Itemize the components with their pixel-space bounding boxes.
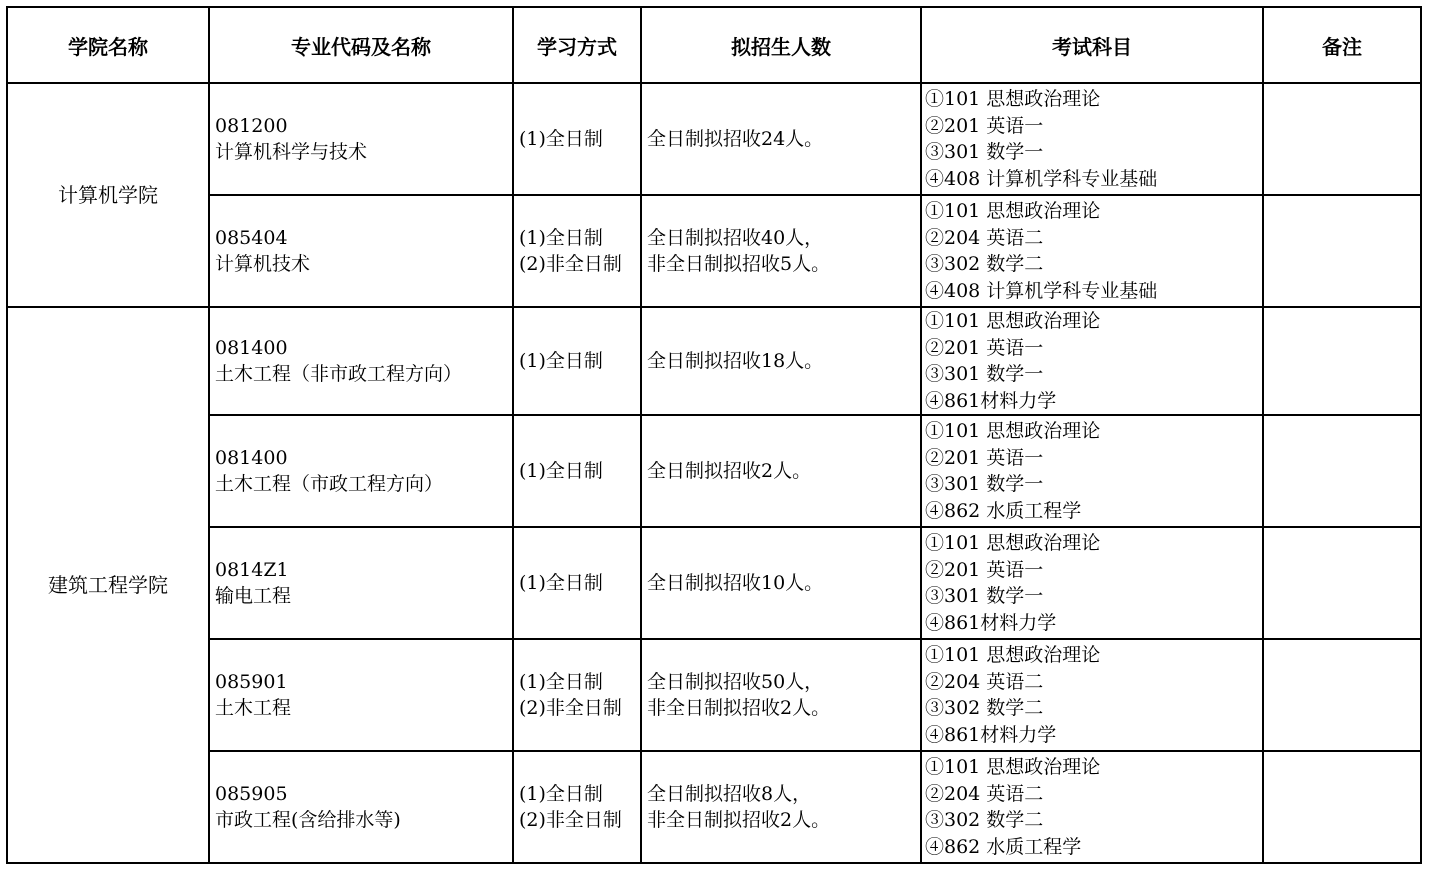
school-name: 建筑工程学院	[7, 307, 209, 863]
program-name: 土木工程	[215, 697, 292, 719]
exam-cell	[921, 415, 1263, 527]
study-mode-cell	[513, 415, 641, 527]
note-cell	[1263, 83, 1421, 195]
exam-cell	[921, 195, 1263, 307]
program-cell	[209, 83, 513, 195]
exam-subject: ②204 英语二	[925, 782, 1044, 805]
exam-subject: ④861材料力学	[925, 389, 1057, 412]
program-cell	[209, 751, 513, 863]
program-name: 计算机技术	[215, 253, 311, 275]
study-mode: (2)非全日制	[519, 253, 622, 275]
program-cell	[209, 195, 513, 307]
exam-subject: ④862 水质工程学	[925, 499, 1082, 522]
exam-subject: ④861材料力学	[925, 723, 1057, 746]
school-name: 计算机学院	[7, 83, 209, 307]
table-row	[7, 307, 1421, 415]
program-code: 081400	[215, 446, 288, 469]
program-code: 085905	[215, 782, 288, 805]
admissions-table	[6, 6, 1422, 864]
quota-text: 非全日制拟招收2人。	[647, 697, 831, 719]
header-exams: 考试科目	[921, 7, 1263, 83]
exam-subject: ①101 思想政治理论	[925, 88, 1101, 110]
table-row	[7, 83, 1421, 195]
exam-cell	[921, 527, 1263, 639]
header-row	[7, 7, 1421, 83]
header-program: 专业代码及名称	[209, 7, 513, 83]
exam-subject: ③301 数学一	[925, 473, 1044, 495]
exam-cell	[921, 751, 1263, 863]
exam-cell	[921, 83, 1263, 195]
exam-subject: ②204 英语二	[925, 226, 1044, 249]
study-mode: (1)全日制	[519, 459, 603, 482]
exam-subject: ②201 英语一	[925, 336, 1044, 359]
exam-subject: ①101 思想政治理论	[925, 644, 1101, 666]
study-mode: (2)非全日制	[519, 809, 622, 831]
note-cell	[1263, 751, 1421, 863]
program-code: 081200	[215, 114, 288, 137]
note-cell	[1263, 195, 1421, 307]
program-name: 输电工程	[215, 585, 292, 607]
exam-subject: ④861材料力学	[925, 611, 1057, 634]
study-mode-cell	[513, 639, 641, 751]
note-cell	[1263, 639, 1421, 751]
study-mode: (1)全日制	[519, 127, 603, 150]
program-cell	[209, 307, 513, 415]
header-school: 学院名称	[7, 7, 209, 83]
exam-subject: ②204 英语二	[925, 670, 1044, 693]
header-notes: 备注	[1263, 7, 1421, 83]
study-mode: (1)全日制	[519, 782, 603, 805]
quota-cell	[641, 639, 921, 751]
table-row	[7, 639, 1421, 751]
study-mode: (1)全日制	[519, 226, 603, 249]
quota-text: 非全日制拟招收2人。	[647, 809, 831, 831]
program-name: 计算机科学与技术	[215, 141, 368, 163]
exam-cell	[921, 307, 1263, 415]
header-study-mode: 学习方式	[513, 7, 641, 83]
program-cell	[209, 527, 513, 639]
study-mode-cell	[513, 751, 641, 863]
quota-text: 全日制拟招收40人，	[647, 226, 824, 249]
exam-subject: ④862 水质工程学	[925, 835, 1082, 858]
quota-cell	[641, 751, 921, 863]
program-code: 085901	[215, 670, 288, 693]
exam-subject: ③302 数学二	[925, 809, 1044, 831]
study-mode: (1)全日制	[519, 670, 603, 693]
program-name: 市政工程(含给排水等)	[215, 809, 401, 831]
exam-subject: ③301 数学一	[925, 363, 1044, 385]
program-cell	[209, 639, 513, 751]
table-row	[7, 751, 1421, 863]
exam-cell	[921, 639, 1263, 751]
exam-subject: ②201 英语一	[925, 114, 1044, 137]
exam-subject: ③302 数学二	[925, 253, 1044, 275]
exam-subject: ③301 数学一	[925, 585, 1044, 607]
study-mode-cell	[513, 83, 641, 195]
quota-text: 全日制拟招收2人。	[647, 459, 812, 482]
quota-cell	[641, 527, 921, 639]
exam-subject: ①101 思想政治理论	[925, 420, 1101, 442]
program-code: 0814Z1	[215, 558, 289, 581]
quota-text: 全日制拟招收8人，	[647, 782, 812, 805]
exam-subject: ①101 思想政治理论	[925, 200, 1101, 222]
header-quota: 拟招生人数	[641, 7, 921, 83]
exam-subject: ④408 计算机学科专业基础	[925, 279, 1158, 302]
exam-subject: ③301 数学一	[925, 141, 1044, 163]
note-cell	[1263, 307, 1421, 415]
exam-subject: ①101 思想政治理论	[925, 310, 1101, 332]
program-cell	[209, 415, 513, 527]
quota-text: 非全日制拟招收5人。	[647, 253, 831, 275]
program-code: 085404	[215, 226, 288, 249]
study-mode: (1)全日制	[519, 349, 603, 372]
quota-text: 全日制拟招收24人。	[647, 127, 824, 150]
quota-cell	[641, 307, 921, 415]
program-name: 土木工程（非市政工程方向）	[215, 363, 463, 385]
note-cell	[1263, 527, 1421, 639]
quota-text: 全日制拟招收10人。	[647, 571, 824, 594]
study-mode-cell	[513, 527, 641, 639]
study-mode-cell	[513, 307, 641, 415]
exam-subject: ②201 英语一	[925, 446, 1044, 469]
quota-cell	[641, 415, 921, 527]
note-cell	[1263, 415, 1421, 527]
study-mode-cell	[513, 195, 641, 307]
exam-subject: ②201 英语一	[925, 558, 1044, 581]
table-row	[7, 527, 1421, 639]
quota-text: 全日制拟招收50人，	[647, 670, 824, 693]
program-code: 081400	[215, 336, 288, 359]
study-mode: (1)全日制	[519, 571, 603, 594]
quota-cell	[641, 195, 921, 307]
exam-subject: ①101 思想政治理论	[925, 532, 1101, 554]
quota-cell	[641, 83, 921, 195]
exam-subject: ④408 计算机学科专业基础	[925, 167, 1158, 190]
exam-subject: ①101 思想政治理论	[925, 756, 1101, 778]
study-mode: (2)非全日制	[519, 697, 622, 719]
program-name: 土木工程（市政工程方向）	[215, 473, 444, 495]
quota-text: 全日制拟招收18人。	[647, 349, 824, 372]
exam-subject: ③302 数学二	[925, 697, 1044, 719]
table-row	[7, 195, 1421, 307]
table-row	[7, 415, 1421, 527]
